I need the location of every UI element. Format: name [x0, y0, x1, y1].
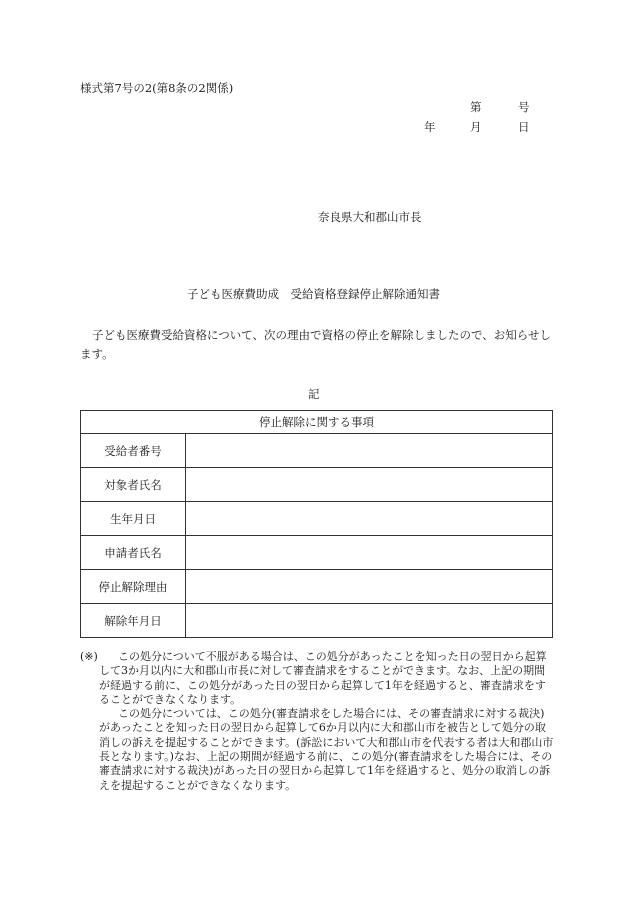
date-day: 日 — [518, 120, 530, 134]
notice-paragraph-1: この処分について不服がある場合は、この処分があったことを知った日の翌日から起算して3か月以内に大和郡山市長に対して審査請求をすることができます。なお、上記の期間が経過する前に、この処分があった日の翌日から起算して1年を経過すると、審査請求をすることができなくなります。 — [99, 650, 547, 706]
row-value-release-date — [186, 604, 553, 638]
body-text: 子ども医療費受給資格について、次の理由で資格の停止を解除しましたので、お知らせします。 — [80, 328, 551, 361]
row-value-release-reason — [186, 570, 553, 604]
document-number-dai: 第 — [470, 100, 482, 114]
document-number-go: 号 — [518, 100, 530, 114]
items-table — [80, 410, 553, 638]
table-row — [81, 604, 553, 638]
table-header: 停止解除に関する事項 — [81, 411, 553, 434]
notice-section — [80, 650, 555, 793]
row-label-birth-date: 生年月日 — [81, 502, 186, 536]
row-label-release-date: 解除年月日 — [81, 604, 186, 638]
row-value-applicant-name — [186, 536, 553, 570]
table-row — [81, 536, 553, 570]
table-row — [81, 570, 553, 604]
notice-paragraph-2: この処分については、この処分(審査請求をした場合には、その審査請求に対する裁決)があったことを知った日の翌日から起算して6か月以内に大和郡山市を被告として処分の取消しの訴えを提起することができます。(訴訟において大和郡山市を代表する者は大和郡山市長となります。)なお、上記の期間が経過する前に、この処分(審査請求をした場合には、その審査請求に対する裁決)があった日の翌日から起算して1年を経過すると、処分の取消しの訴えを提起することができなくなります。 — [99, 707, 554, 792]
row-label-applicant-name: 申請者氏名 — [81, 536, 186, 570]
table-row — [81, 468, 553, 502]
table-row — [81, 434, 553, 468]
ki-heading: 記 — [308, 387, 320, 401]
row-value-recipient-number — [186, 434, 553, 468]
row-label-release-reason: 停止解除理由 — [81, 570, 186, 604]
document-title: 子ども医療費助成 受給資格登録停止解除通知書 — [187, 287, 440, 301]
table-row — [81, 502, 553, 536]
issuer-name: 奈良県大和郡山市長 — [318, 210, 422, 224]
row-label-recipient-number: 受給者番号 — [81, 434, 186, 468]
row-value-birth-date — [186, 502, 553, 536]
date-year: 年 — [424, 120, 436, 134]
row-label-subject-name: 対象者氏名 — [81, 468, 186, 502]
form-number: 様式第7号の2(第8条の2関係) — [80, 81, 234, 95]
row-value-subject-name — [186, 468, 553, 502]
date-month: 月 — [470, 120, 482, 134]
notice-mark: (※) — [80, 650, 98, 663]
